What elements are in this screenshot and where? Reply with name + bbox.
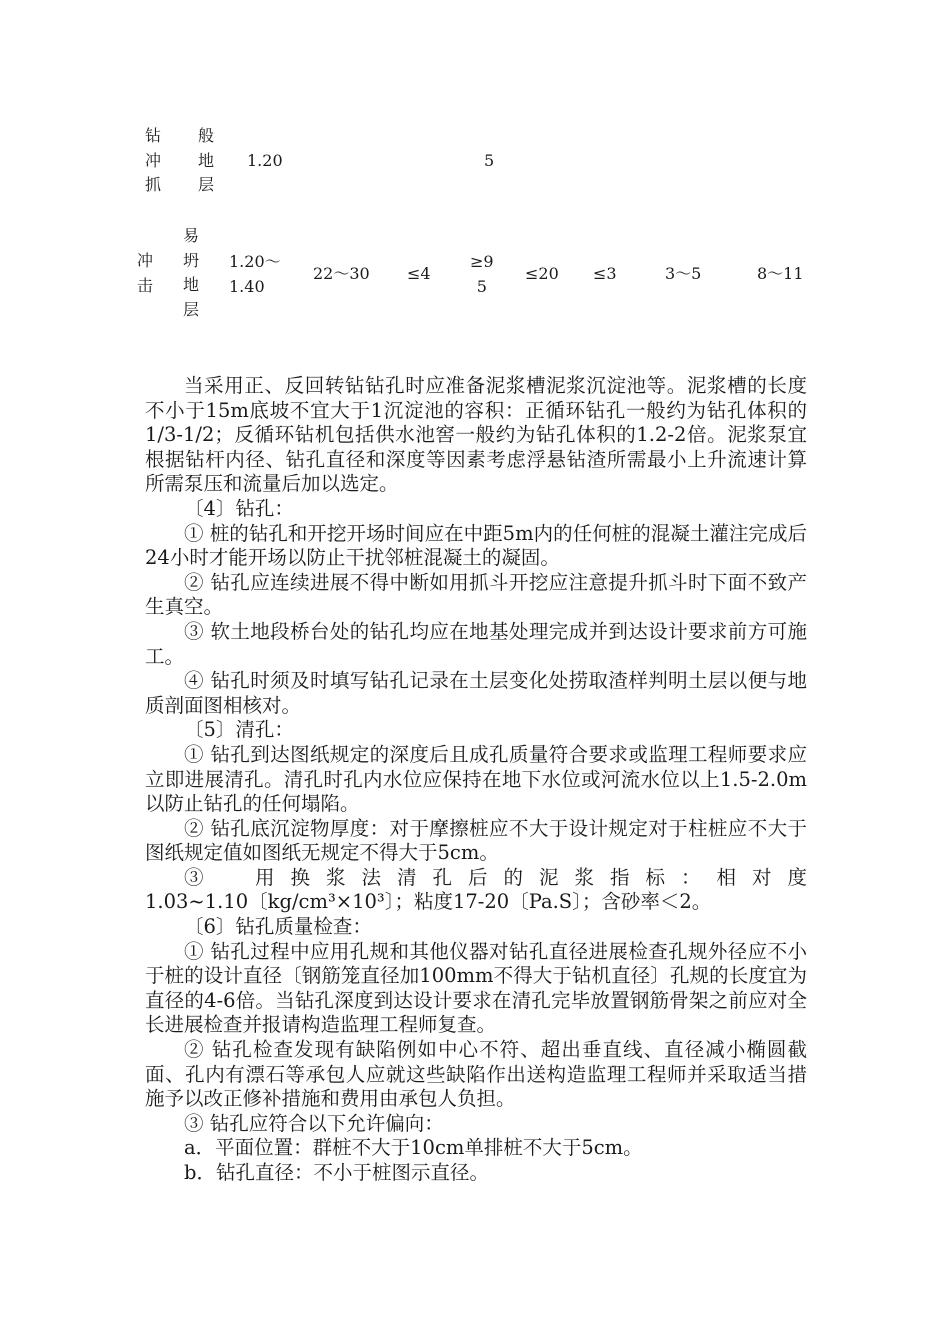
paragraph: 1.03~1.10〔kg/cm³×10³〕；粘度17-20〔Pa.S〕；含砂率＜2。 [145,890,712,914]
body-text [145,374,807,1186]
list-item: a．平面位置：群桩不大于10cm单排桩不大于5cm。 [184,1136,643,1160]
list-item: b．钻孔直径：不小于桩图示直径。 [184,1161,489,1184]
colloid-rate-cell: ≥9 5 [470,252,494,296]
paragraph: ③ 软土地段桥台处的钻孔均应在地基处理完成并到达设计要求前方可施工。 [145,619,807,668]
mud-skin-cell: ≤3 [593,264,617,283]
method-cell: 冲 击 [136,251,153,295]
stratum-cell: 般 地 层 [197,126,214,194]
paragraph: 当采用正、反回转钻钻孔时应准备泥浆槽泥浆沉淀池等。泥浆槽的长度不小于15m底坡不宜大于1沉淀池的容积：正循环钻孔一般约为钻孔体积的1/3-1/2；反循环钻机包括供水池窖一般约为钻孔体积的1.2-2倍。泥浆泵宜根据钻杆内径、钻孔直径和深度等因素考虑浮悬钻渣所需最小上升流速计算所需泵压和流量后加以选定。 [145,374,807,496]
density-cell: 1.20 [247,151,283,170]
paragraph: ② 钻孔底沉淀物厚度：对于摩擦桩应不大于设计规定对于柱桩应不大于图纸规定值如图纸无规定不得大于5cm。 [145,816,807,865]
section-heading: 〔5〕清孔： [184,718,294,742]
static-shear-cell: 3～5 [665,264,702,283]
water-loss-cell: ≤20 [525,264,559,283]
paragraph: ② 钻孔应连续进展不得中断如用抓斗开挖应注意提升抓斗时下面不致产生真空。 [145,570,807,619]
sand-cell: 5 [484,151,495,170]
method-cell: 钻 冲 抓 [144,126,161,194]
paragraph: ③ 用换浆法清孔后的泥浆指标：相对度 [184,865,807,889]
viscosity-cell: 22～30 [313,264,370,283]
sand-content-cell: ≤4 [407,264,431,283]
paragraph: ① 桩的钻孔和开挖开场时间应在中距5m内的任何桩的混凝土灌注完成后24小时才能开场以防止干扰邻桩混凝土的凝固。 [145,521,807,570]
paragraph: ③ 钻孔应符合以下允许偏向： [184,1111,444,1135]
stratum-cell: 易 坍 地 层 [182,226,199,319]
section-heading: 〔4〕钻孔： [184,496,294,520]
paragraph: ④ 钻孔时须及时填写钻孔记录在土层变化处捞取渣样判明土层以便与地质剖面图相核对。 [145,669,807,717]
paragraph: ② 钻孔检查发现有缺陷例如中心不符、超出垂直线、直径减小椭圆截面、孔内有漂石等承包人应就这些缺陷作出送构造监理工程师并采取适当措施予以改正修补措施和费用由承包人负担。 [145,1038,807,1111]
paragraph: ① 钻孔到达图纸规定的深度后且成孔质量符合要求或监理工程师要求应立即进展清孔。清孔时孔内水位应保持在地下水位或河流水位以上1.5-2.0m以防止钻孔的任何塌陷。 [145,742,807,816]
paragraph: ① 钻孔过程中应用孔规和其他仪器对钻孔直径进展检查孔规外径应不小于桩的设计直径〔钢筋笼直径加100mm不得大于钻机直径〕孔规的长度宜为直径的4-6倍。当钻孔深度到达设计要求在清孔完毕放置钢筋骨架之前应对全长进展检查并报请构造监理工程师复查。 [145,939,807,1037]
section-heading: 〔6〕钻孔质量检查： [184,915,372,939]
ph-cell: 8～11 [757,264,804,283]
density-cell: 1.20～ 1.40 [229,252,281,296]
